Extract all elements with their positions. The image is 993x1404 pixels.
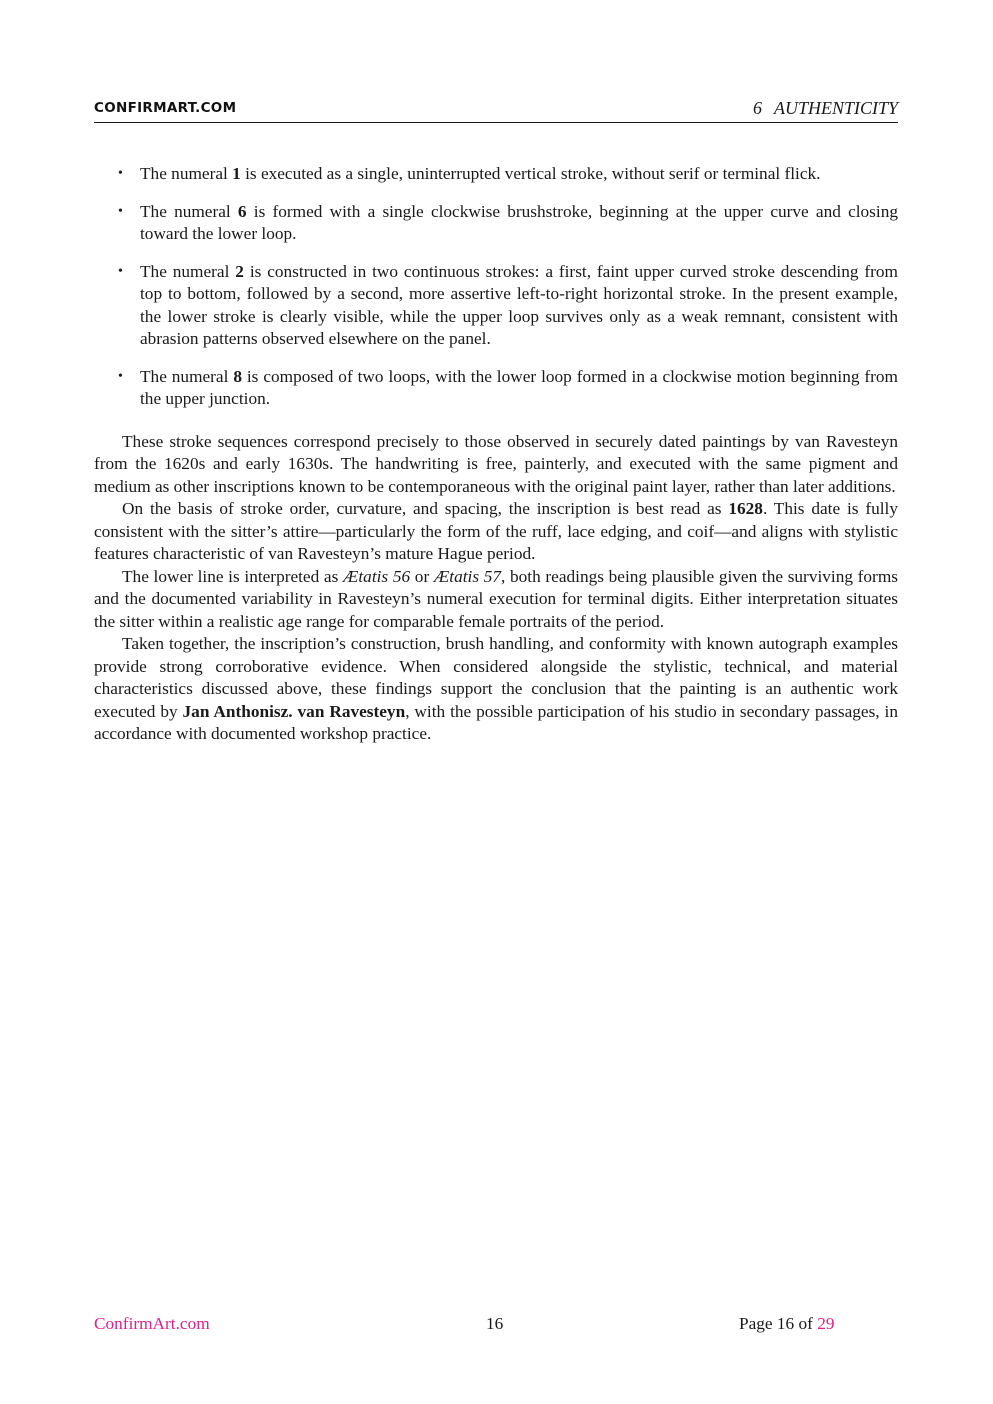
page-footer [94, 1314, 898, 1338]
numeral: 2 [235, 261, 244, 281]
bullet-icon: • [118, 263, 123, 279]
list-item [94, 261, 898, 351]
paragraph-text: , both readings being plausible given the surviving forms and the documented variability in Ravesteyn’s numeral execution for terminal digits. Either interpretation situates the sitter within a realistic age range for comparable female portraits of the period. [94, 566, 898, 631]
paragraph-text: The lower line is interpreted as [122, 566, 344, 586]
list-item-text: is composed of two loops, with the lower loop formed in a clockwise motion beginning from the upper junction. [140, 366, 898, 408]
numeral-list [94, 163, 898, 411]
page-header [94, 96, 898, 123]
paragraph [94, 633, 898, 746]
footer-page-number: 16 [486, 1314, 504, 1333]
page-total-link[interactable]: 29 [817, 1314, 835, 1333]
numeral: 6 [237, 201, 247, 221]
numeral: 1 [232, 164, 241, 183]
footer-site-link[interactable]: ConfirmArt.com [94, 1314, 210, 1333]
paragraph-text: or [410, 566, 434, 586]
footer-page-count [739, 1314, 835, 1334]
page-count-label: Page 16 of [739, 1314, 818, 1333]
list-item [94, 366, 898, 411]
artist-name: Jan Anthonisz. van Ravesteyn [182, 701, 406, 721]
list-item [94, 163, 898, 186]
list-item-text: is executed as a single, uninterrupted vertical stroke, without serif or terminal flick. [240, 164, 821, 183]
bullet-icon: • [118, 203, 123, 219]
date-reading: 1628 [728, 499, 763, 518]
paragraph-text: On the basis of stroke order, curvature, and spacing, the inscription is best read as [122, 499, 729, 518]
section-title: AUTHENTICITY [773, 98, 898, 118]
list-item-text: The numeral [140, 164, 233, 183]
paragraph [94, 566, 898, 634]
list-item-text: The numeral [140, 261, 236, 281]
list-item-text: The numeral [140, 366, 234, 386]
paragraph-text: Taken together, the inscription’s construction, brush handling, and conformity with known autograph examples provide strong corroborative evidence. When considered alongside the stylistic, technical, and material characteristics discussed above, these findings support the conclusion that the painting is an authentic work executed by [94, 634, 898, 721]
list-item-text: is formed with a single clockwise brushstroke, beginning at the upper curve and closing toward the lower loop. [140, 201, 898, 243]
paragraph-text: These stroke sequences correspond precisely to those observed in securely dated paintings by van Ravesteyn from the 1620s and early 1630s. The handwriting is free, painterly, and executed with the same pigment and medium as other inscriptions known to be contemporaneous with the original paint layer, rather than later additions. [94, 431, 898, 496]
list-item-text: The numeral [140, 201, 238, 221]
section-number: 6 [752, 98, 762, 118]
section-heading [753, 98, 898, 119]
paragraph-text: . This date is fully consistent with the sitter’s attire—particularly the form of the ruff, lace edging, and coif—and aligns with stylistic features characteristic of van Ravesteyn’s mature Hague period. [94, 499, 899, 563]
list-item-text: is constructed in two continuous strokes: a first, faint upper curved stroke descending from top to bottom, followed by a second, more assertive left-to-right horizontal stroke. In the present example, the lower stroke is clearly visible, while the upper loop survives only as a weak remnant, consistent with abrasion patterns observed elsewhere on the panel. [140, 261, 898, 348]
list-item [94, 201, 898, 246]
bullet-icon: • [118, 368, 123, 384]
paragraph [94, 431, 898, 499]
bullet-icon: • [118, 166, 123, 181]
age-reading: Ætatis 56 [343, 566, 411, 586]
site-logo[interactable]: CONFIRMART.COM [94, 100, 237, 116]
paragraph [94, 498, 898, 566]
paragraph-text: , with the possible participation of his studio in secondary passages, in accordance with documented workshop practice. [94, 701, 898, 743]
numeral: 8 [233, 366, 242, 386]
main-content [94, 163, 898, 746]
age-reading: Ætatis 57 [433, 566, 502, 586]
